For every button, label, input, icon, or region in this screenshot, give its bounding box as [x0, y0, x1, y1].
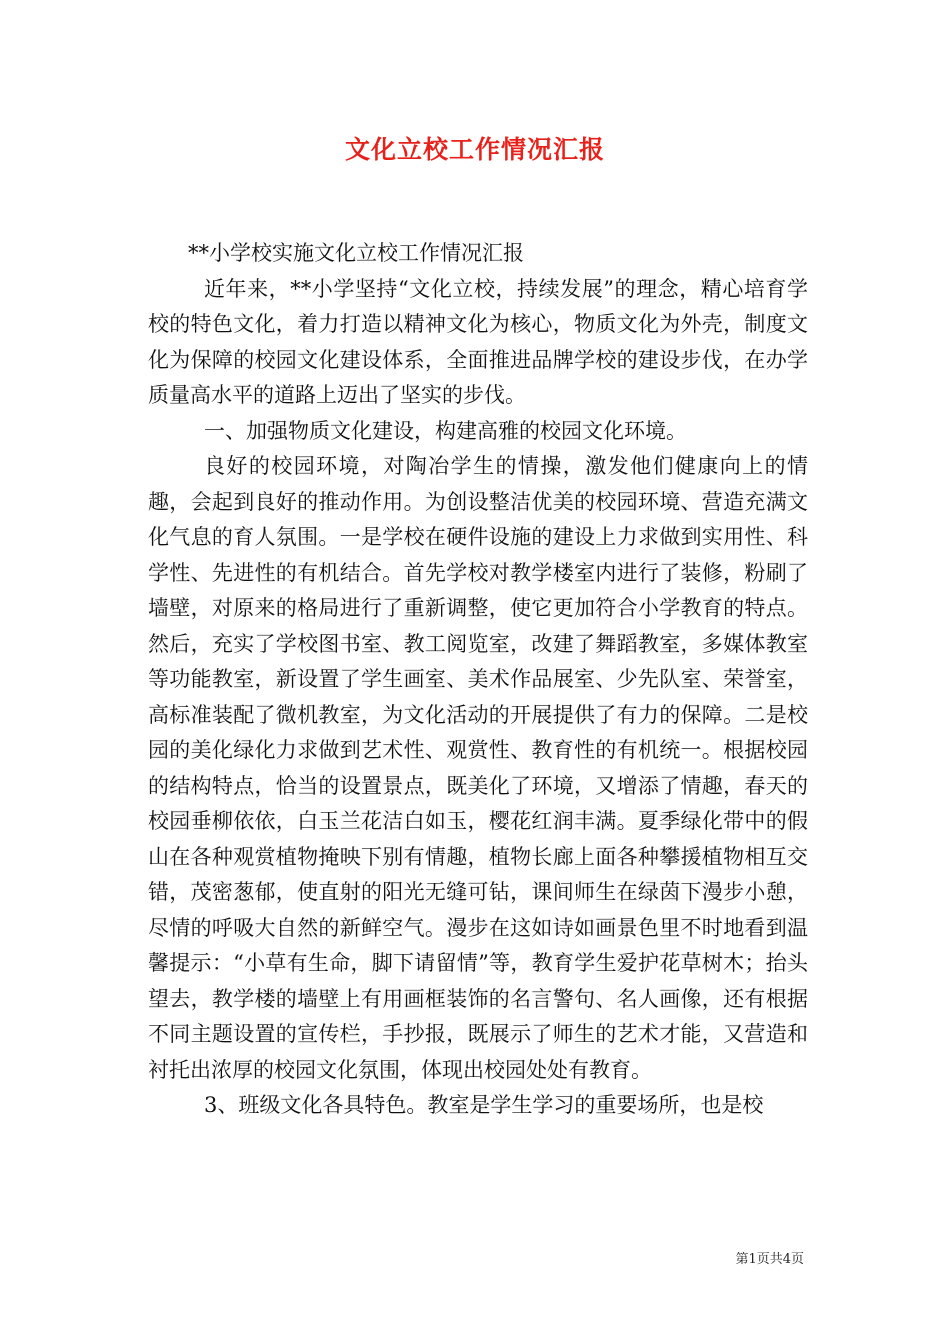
document-title: 文化立校工作情况汇报 [344, 135, 605, 164]
paragraph-intro: 近年来，**小学坚持“文化立校，持续发展”的理念，精心培育学校的特色文化，着力打造以精神文化为核心，物质文化为外壳，制度文化为保障的校园文化建设体系，全面推进品牌学校的建设步伐，在办学质量高水平的道路上迈出了坚实的步伐。 [148, 276, 808, 407]
section-heading-1: 一、加强物质文化建设，构建高雅的校园文化环境。 [204, 418, 687, 443]
document-body [148, 236, 808, 1124]
paragraph-environment: 良好的校园环境，对陶冶学生的情操，激发他们健康向上的情趣，会起到良好的推动作用。为创设整洁优美的校园环境、营造充满文化气息的育人氛围。一是学校在硬件设施的建设上力求做到实用性、科学性、先进性的有机结合。首先学校对教学楼室内进行了装修，粉刷了墙壁，对原来的格局进行了重新调整，使它更加符合小学教育的特点。然后，充实了学校图书室、教工阅览室，改建了舞蹈教室，多媒体教室等功能教室，新设置了学生画室、美术作品展室、少先队室、荣誉室，高标准装配了微机教室，为文化活动的开展提供了有力的保障。二是校园的美化绿化力求做到艺术性、观赏性、教育性的有机统一。根据校园的结构特点，恰当的设置景点，既美化了环境，又增添了情趣，春天的校园垂柳依依，白玉兰花洁白如玉，樱花红润丰满。夏季绿化带中的假山在各种观赏植物掩映下别有情趣，植物长廊上面各种攀援植物相互交错，茂密葱郁，使直射的阳光无缝可钻，课间师生在绿茵下漫步小憩，尽情的呼吸大自然的新鲜空气。漫步在这如诗如画景色里不时地看到温馨提示：“小草有生命，脚下请留情”等，教育学生爱护花草树木；抬头望去，教学楼的墙壁上有用画框装饰的名言警句、名人画像，还有根据不同主题设置的宣传栏，手抄报，既展示了师生的艺术才能，又营造和衬托出浓厚的校园文化氛围，体现出校园处处有教育。 [148, 454, 808, 1082]
document-subtitle: **小学校实施文化立校工作情况汇报 [188, 241, 524, 265]
paragraph-class-culture: 3、班级文化各具特色。教室是学生学习的重要场所，也是校 [204, 1093, 764, 1117]
page-number: 第1页共4页 [735, 1252, 804, 1267]
